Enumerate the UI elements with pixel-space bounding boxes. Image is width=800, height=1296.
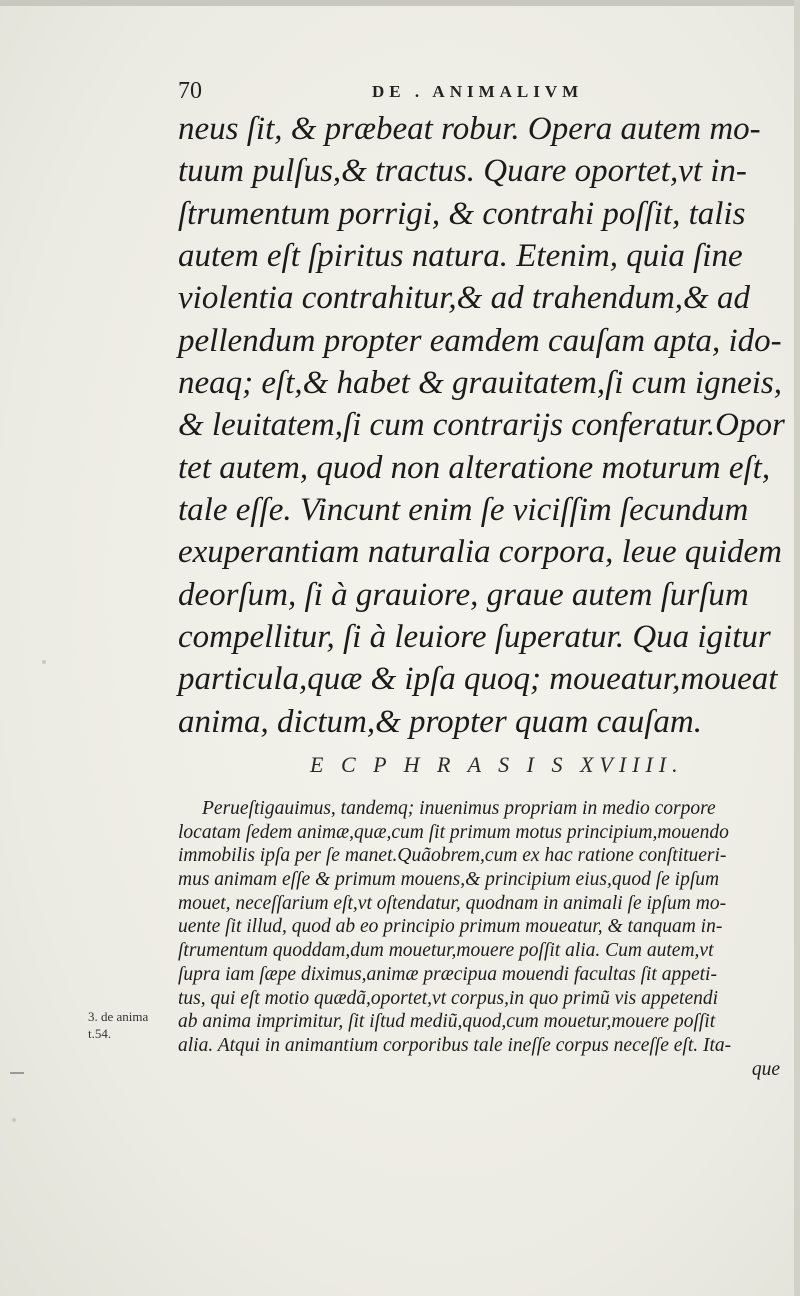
main-text-line: ſtrumentum porrigi, & contrahi poſſit, talis [178, 195, 746, 232]
main-text-line: neaq; eſt,& habet & grauitatem,ſi cum igneis, [178, 365, 782, 402]
margin-note-line: 3. de anima [88, 1009, 149, 1024]
main-text-line: tale eſſe. Vincunt enim ſe viciſſim ſecundum [178, 492, 749, 529]
commentary-block [178, 797, 790, 1081]
main-text-line: particula,quæ & ipſa quoq; moueatur,moueat [178, 661, 778, 698]
main-text-block [178, 108, 790, 743]
margin-note [88, 1008, 148, 1042]
page-header [178, 78, 798, 108]
running-head: DE . ANIMALIVM [372, 82, 584, 101]
main-text-line: exuperantiam naturalia corpora, leue quidem [178, 534, 782, 571]
section-heading: E C P H R A S I S XVIIII. [310, 752, 684, 777]
main-text-line: deorſum, ſi à grauiore, graue autem ſurſum [178, 576, 749, 613]
main-text-line: violentia contrahitur,& ad trahendum,& ad [178, 280, 750, 317]
commentary-line: ab anima imprimitur, ſit iſtud mediũ,quod,cum mouetur,mouere poſſit [178, 1011, 716, 1033]
commentary-line: Perueſtigauimus, tandemq; inuenimus propriam in medio corpore [202, 798, 716, 819]
main-text-line: tuum pulſus,& tractus. Quare oportet,vt in- [178, 153, 747, 190]
commentary-line: tus, qui eſt motio quædã,oportet,vt corpus,in quo primũ vis appetendi [178, 987, 719, 1009]
main-text-line: anima, dictum,& propter quam cauſam. [178, 703, 702, 740]
page-top-edge [0, 0, 800, 6]
paper-speck [12, 1118, 16, 1122]
catchword: que [751, 1058, 780, 1080]
commentary-line: immobilis ipſa per ſe manet.Quãobrem,cum ex hac ratione conſtitueri- [178, 845, 727, 867]
commentary-line: uente ſit illud, quod ab eo principio primum moueatur, & tanquam in- [178, 916, 723, 938]
page-right-edge [794, 0, 800, 1296]
main-text-line: & leuitatem,ſi cum contrarijs conferatur.Opor [178, 407, 785, 444]
main-text-line: neus ſit, & præbeat robur. Opera autem mo- [178, 111, 761, 147]
commentary-line: locatam ſedem animæ,quæ,cum ſit primum motus principium,mouendo [178, 821, 729, 843]
main-text-line: autem eſt ſpiritus natura. Etenim, quia ſine [178, 238, 743, 275]
page-number: 70 [178, 78, 202, 104]
main-text-line: compellitur, ſi à leuiore ſuperatur. Qua igitur [178, 619, 771, 656]
margin-note-line: t.54. [88, 1026, 112, 1041]
commentary-line: alia. Atqui in animantium corporibus tale ineſſe corpus neceſſe eſt. Ita- [178, 1034, 732, 1056]
commentary-line: mouet, neceſſarium eſt,vt oſtendatur, quodnam in animali ſe ipſum mo- [178, 892, 727, 914]
paper-speck [42, 660, 46, 664]
main-text-line: pellendum propter eamdem cauſam apta, ido- [178, 322, 782, 359]
commentary-line: ſtrumentum quoddam,dum mouetur,mouere poſſit alia. Cum autem,vt [178, 940, 714, 962]
main-text-line: tet autem, quod non alteratione moturum eſt, [178, 449, 771, 486]
commentary-line: ſupra iam ſæpe diximus,animæ præcipua mouendi facultas ſit appeti- [178, 963, 717, 985]
margin-dash-mark [10, 1072, 24, 1074]
commentary-line: mus animam eſſe & primum mouens,& principium eius,quod ſe ipſum [178, 869, 720, 891]
